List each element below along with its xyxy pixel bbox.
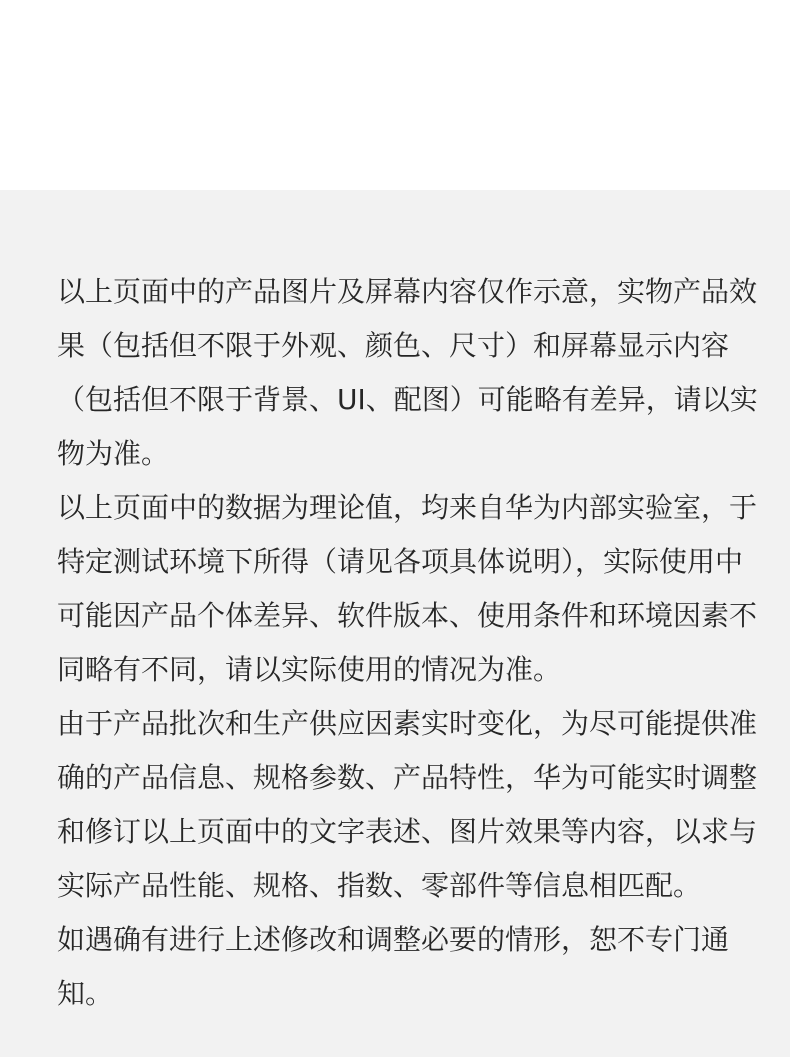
disclaimer-panel bbox=[0, 190, 790, 1057]
text-line: 以上页面中的数据为理论值，均来自华为内部实验室，于 bbox=[57, 491, 758, 524]
text-line: 果（包括但不限于外观、颜色、尺寸）和屏幕显示内容 bbox=[57, 329, 730, 362]
text-line: 实际产品性能、规格、指数、零部件等信息相匹配。 bbox=[57, 869, 702, 902]
text-line: （包括但不限于背景、UI、配图）可能略有差异，请以实 bbox=[57, 383, 758, 416]
disclaimer-paragraph-1 bbox=[57, 265, 790, 481]
disclaimer-paragraph-2 bbox=[57, 481, 790, 697]
text-line: 和修订以上页面中的文字表述、图片效果等内容，以求与 bbox=[57, 815, 758, 848]
text-line: 确的产品信息、规格参数、产品特性，华为可能实时调整 bbox=[57, 761, 758, 794]
text-line: 同略有不同，请以实际使用的情况为准。 bbox=[57, 653, 562, 686]
disclaimer-paragraph-3 bbox=[57, 697, 790, 913]
disclaimer-paragraph-4 bbox=[57, 913, 790, 1021]
text-line: 如遇确有进行上述修改和调整必要的情形，恕不专门通 bbox=[57, 923, 730, 956]
text-line: 可能因产品个体差异、软件版本、使用条件和环境因素不 bbox=[57, 599, 758, 632]
text-line: 物为准。 bbox=[57, 437, 170, 470]
text-line: 特定测试环境下所得（请见各项具体说明），实际使用中 bbox=[57, 545, 744, 578]
text-line: 知。 bbox=[57, 977, 114, 1010]
text-line: 以上页面中的产品图片及屏幕内容仅作示意，实物产品效 bbox=[57, 275, 758, 308]
text-line: 由于产品批次和生产供应因素实时变化，为尽可能提供准 bbox=[57, 707, 758, 740]
top-blank-area bbox=[0, 0, 790, 190]
